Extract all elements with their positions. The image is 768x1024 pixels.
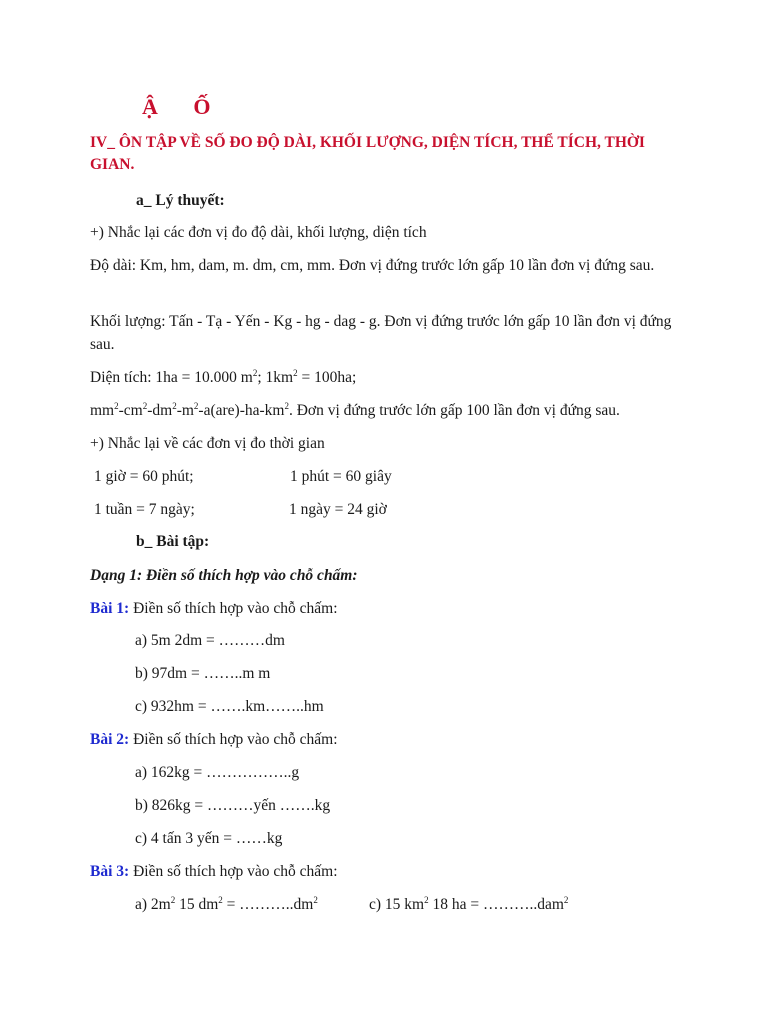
bai2-item-b: b) 826kg = ………yến …….kg xyxy=(135,797,331,814)
bai2-heading: Bài 2: Điền số thích hợp vào chỗ chấm: xyxy=(90,731,338,748)
top-heading xyxy=(142,94,211,120)
recall-units-text: +) Nhắc lại các đơn vị đo độ dài, khối lượng, diện tích xyxy=(90,224,427,241)
bai3-item-a: a) $2m^2$ 15 $dm^2$ = $\dots\dots\dots..dm^2$ xyxy=(135,894,318,913)
type1-heading: Dạng 1: Điền số thích hợp vào chỗ chấm: xyxy=(90,567,358,584)
length-units-text: Độ dài: Km, hm, dam, m. dm, cm, mm. Đơn vị đứng trước lớn gấp 10 lần đơn vị đứng sau. xyxy=(90,257,655,274)
bai3-item-c: c) 15 $km^2$ 18 ha = ………..dam$^2$ xyxy=(369,894,569,913)
recall-time-text: +) Nhắc lại về các đơn vị đo thời gian xyxy=(90,435,325,452)
bai1-item-a: a) 5m 2dm = ………dm xyxy=(135,632,285,649)
area-conversion-text: Diện tích: 1ha = 10.000 $m^2$; $1km^2 = 100ha$; xyxy=(90,367,357,386)
bai1-item-c: c) 932hm = …….km……..hm xyxy=(135,698,324,715)
mass-units-text: Khối lượng: Tấn - Tạ - Yến - Kg - hg - dag - g. Đơn vị đứng trước lớn gấp 10 lần đơn vị đứng sau. xyxy=(90,313,672,353)
top-heading-left-char: Ậ xyxy=(142,94,158,119)
time-row-2-right: 1 ngày = 24 giờ xyxy=(289,501,387,518)
bai1-item-b: b) 97dm = ……..m m xyxy=(135,665,271,682)
top-heading-right-char: Ố xyxy=(193,94,211,119)
section-title: IV_ ÔN TẬP VỀ SỐ ĐO ĐỘ DÀI, KHỐI LƯỢNG, DIỆN TÍCH, THỂ TÍCH, THỜI GIAN. xyxy=(90,134,645,173)
bai2-item-c: c) 4 tấn 3 yến = ……kg xyxy=(135,830,283,847)
time-row-1-left: 1 giờ = 60 phút; xyxy=(94,468,194,485)
exercises-heading: b_ Bài tập: xyxy=(136,533,210,550)
bai2-item-a: a) 162kg = ……………..g xyxy=(135,764,300,781)
time-row-2-left: 1 tuần = 7 ngày; xyxy=(94,501,195,518)
bai1-heading: Bài 1: Điền số thích hợp vào chỗ chấm: xyxy=(90,600,338,617)
bai3-heading: Bài 3: Điền số thích hợp vào chỗ chấm: xyxy=(90,863,338,880)
area-units-text: $mm^2-cm^2-dm^2-m^2-a(are)-ha-km^2$. Đơn vị đứng trước lớn gấp 100 lần đơn vị đứng sau. xyxy=(90,400,620,419)
time-row-1-right: 1 phút = 60 giây xyxy=(290,468,392,485)
theory-heading: a_ Lý thuyết: xyxy=(136,192,225,209)
